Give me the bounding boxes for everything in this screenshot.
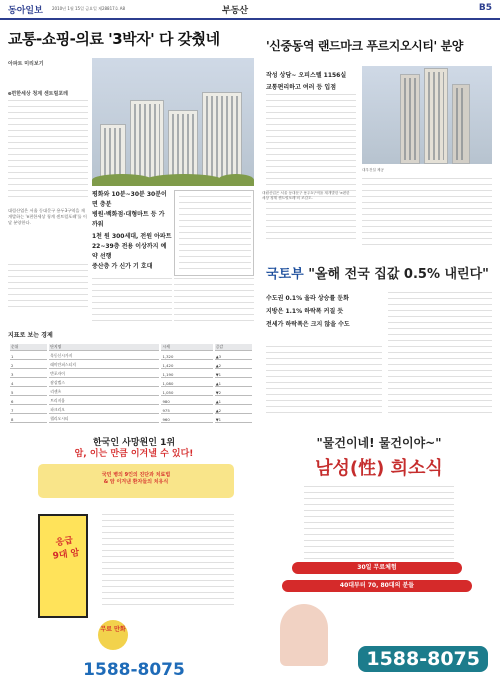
main-building-photo xyxy=(92,58,254,186)
project-info-lines xyxy=(179,196,251,270)
brief-main: "올해 전국 집값 0.5% 내린다" xyxy=(308,267,489,282)
market-col: 순위 xyxy=(10,344,47,351)
right-ad-copy-lines xyxy=(304,486,454,560)
left-lower-lines xyxy=(92,278,172,324)
left-kicker: 아파트 미리보기 xyxy=(8,61,44,67)
market-row: 7 파크리오 975 ▲2 xyxy=(10,407,252,414)
right-subhead: 교통편리하고 여러 등 입점 xyxy=(266,84,337,91)
tree-cluster xyxy=(146,174,222,186)
market-col: 단지명 xyxy=(49,344,159,351)
left-lower-lines-2 xyxy=(174,278,254,324)
market-row: 3 반포자이 1,190 ▼1 xyxy=(10,371,252,378)
right-ad-top: "물건이네! 물건이야~" xyxy=(316,436,442,450)
left-ad-band: 국민 병의 9인의 진단과 치료법 & 암 이겨낸 환자들의 치유식 xyxy=(38,464,234,498)
left-body: 대림산업은 서울 동대문구 용두3구역을 재개발하는 'e편한세상 청계 센트럴포레'를 이달 분양한다. xyxy=(8,208,87,226)
market-title: 지표로 보는 경제 xyxy=(8,332,53,339)
building-rendering xyxy=(202,92,242,186)
building-rendering xyxy=(130,100,164,186)
left-ad-headline: 한국인 사망원인 1위 암, 이는 만큼 이겨낼 수 있다! xyxy=(74,438,194,459)
right-headline: '신중동역 랜드마크 푸르지오시티' 분양 xyxy=(266,39,463,53)
left-ad-copy-lines xyxy=(102,514,234,610)
brief-lead: 수도권 0.1% 올라 상승률 둔화 지방은 1.1% 하락폭 커질 듯 전세가 하락폭은 크지 않을 수도 xyxy=(266,295,350,328)
tower-rendering xyxy=(400,74,420,164)
market-row: 8 헬리오시티 960 ▼1 xyxy=(10,416,252,423)
right-body-lines xyxy=(266,94,356,244)
tower-photo xyxy=(362,66,492,164)
tower-rendering xyxy=(452,84,470,164)
right-advertisement[interactable] xyxy=(264,430,494,684)
tree-cluster xyxy=(92,174,152,186)
brief-body-lines-2 xyxy=(388,292,492,416)
right-article xyxy=(266,66,492,252)
right-ad-phone: 1588-8075 xyxy=(358,646,488,672)
brief-prefix: 국토부 xyxy=(266,267,304,282)
left-advertisement[interactable] xyxy=(6,430,262,684)
right-ad-pill: 30일 무료체험 xyxy=(292,562,462,574)
book-cover: 응급 9대 암 xyxy=(38,514,88,618)
left-headline: 교통-쇼핑-의료 '3박자' 다 갖췄네 xyxy=(8,30,220,48)
newspaper-logo: 동아일보 xyxy=(8,6,43,16)
right-ad-title: 남성(性) 희소식 xyxy=(315,458,443,479)
market-header-row xyxy=(10,344,252,351)
page-number: B5 xyxy=(478,3,492,13)
left-subheadline: e편한세상 청계 센트럴포레 xyxy=(8,91,69,97)
tower-rendering xyxy=(424,68,448,164)
right-body-lines-2 xyxy=(362,178,492,248)
market-table xyxy=(8,342,254,425)
masthead xyxy=(0,0,500,20)
market-row: 6 트리지움 980 ▲1 xyxy=(10,398,252,405)
photo-caption: 대림산업은 서울 동대문구 용두3구역을 재개발한 'e편한세상 청계 센트럴포레'의 조감도. xyxy=(262,191,350,200)
pull-quote-1: 평화와 10분~30분 30분이면 충분 병원·백화점·대형마트 등 가까워 xyxy=(92,191,167,228)
left-ad-badge: 무료 만화 xyxy=(98,620,128,650)
right-caption: 대우건설 제공 xyxy=(362,168,384,172)
right-ad-tag: 40대부터 70, 80대의 분들 xyxy=(282,580,472,592)
market-row: 5 리센츠 1,050 ▼2 xyxy=(10,389,252,396)
dateline: 2010년 1월 15일 금요일 제28817호 A8 xyxy=(52,6,126,11)
market-row: 4 잠실엘스 1,080 ▲1 xyxy=(10,380,252,387)
brief-body-lines xyxy=(266,346,382,416)
section-title: 부동산 xyxy=(222,6,249,16)
left-body-lines-2 xyxy=(8,264,88,312)
left-body-lines xyxy=(8,100,88,202)
right-kicker: 작성 상담~ 오피스텔 1156실 xyxy=(266,72,347,79)
market-col: 증감 xyxy=(215,344,252,351)
market-row: 1 목동신시가지 1,320 ▲3 xyxy=(10,353,252,360)
market-col: 시세 xyxy=(161,344,212,351)
market-row: 2 래미안퍼스티지 1,420 ▲2 xyxy=(10,362,252,369)
doctor-illustration xyxy=(280,604,328,666)
project-info-box xyxy=(174,190,254,276)
tree-cluster xyxy=(218,174,254,186)
left-ad-phone: 1588-8075 xyxy=(83,660,185,680)
pull-quote-2: 1천 원 300세대, 전원 아파트 22~39층 전용 이상까지 예약 선행 중산층 가 신가 기 호대 xyxy=(92,233,172,270)
brief-headline xyxy=(266,263,489,282)
